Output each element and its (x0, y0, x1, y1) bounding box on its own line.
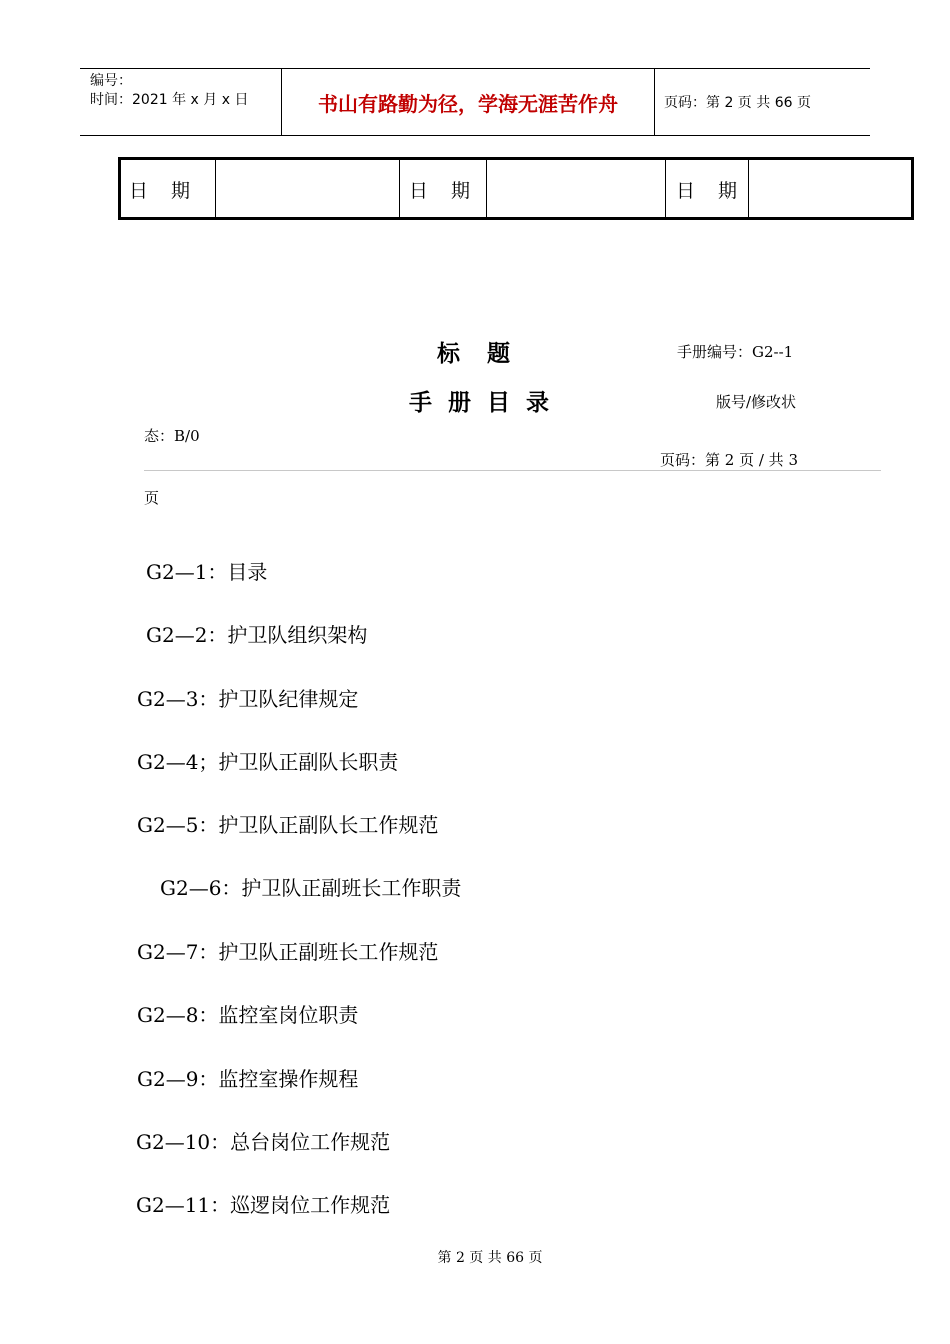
date-table-divider (399, 160, 400, 217)
toc-item: G2—6：护卫队正副班长工作职责 (160, 876, 462, 900)
version-label: 版号/修改状 (716, 393, 797, 411)
toc-item: G2—3：护卫队纪律规定 (137, 687, 359, 711)
page-footer: 第 2 页 共 66 页 (437, 1250, 543, 1266)
toc-item: G2—5：护卫队正副队长工作规范 (137, 813, 439, 837)
page-info: 页码：第 2 页 / 共 3 (660, 451, 798, 469)
header-time-label: 时间：2021 年 x 月 x 日 (90, 92, 249, 108)
header-meta (90, 72, 248, 110)
toc-item: G2—8：监控室岗位职责 (137, 1003, 359, 1027)
page-title: 标 题 (437, 341, 512, 367)
toc-item: G2—10：总台岗位工作规范 (136, 1130, 391, 1154)
toc-item: G2—9：监控室操作规程 (137, 1067, 359, 1091)
header-number-label: 编号： (90, 73, 132, 89)
date-table-divider (215, 160, 216, 217)
header-page-label: 页码：第 2 页 共 66 页 (664, 95, 811, 111)
toc-item: G2—1：目录 (146, 560, 268, 584)
date-label-1: 日 期 (129, 180, 193, 202)
toc-item: G2—11：巡逻岗位工作规范 (136, 1193, 391, 1217)
date-table (118, 157, 914, 220)
toc-item: G2—7：护卫队正副班长工作规范 (137, 940, 439, 964)
date-label-2: 日 期 (409, 180, 473, 202)
date-table-divider (486, 160, 487, 217)
divider-rule (144, 470, 881, 471)
header-divider-2 (654, 68, 655, 136)
header-motto: 书山有路勤为径，学海无涯苦作舟 (318, 92, 618, 116)
date-label-3: 日 期 (676, 180, 740, 202)
header-top-rule (80, 68, 870, 69)
toc-item: G2—2：护卫队组织架构 (146, 623, 368, 647)
page-info-cont: 页 (144, 489, 160, 507)
header-bottom-rule (80, 135, 870, 136)
toc-item: G2—4；护卫队正副队长职责 (137, 750, 399, 774)
date-table-divider (665, 160, 666, 217)
version-label-cont: 态：B/0 (144, 427, 200, 445)
date-table-divider (748, 160, 749, 217)
manual-number: 手册编号：G2--1 (677, 343, 794, 361)
page-subtitle: 手 册 目 录 (409, 390, 554, 416)
